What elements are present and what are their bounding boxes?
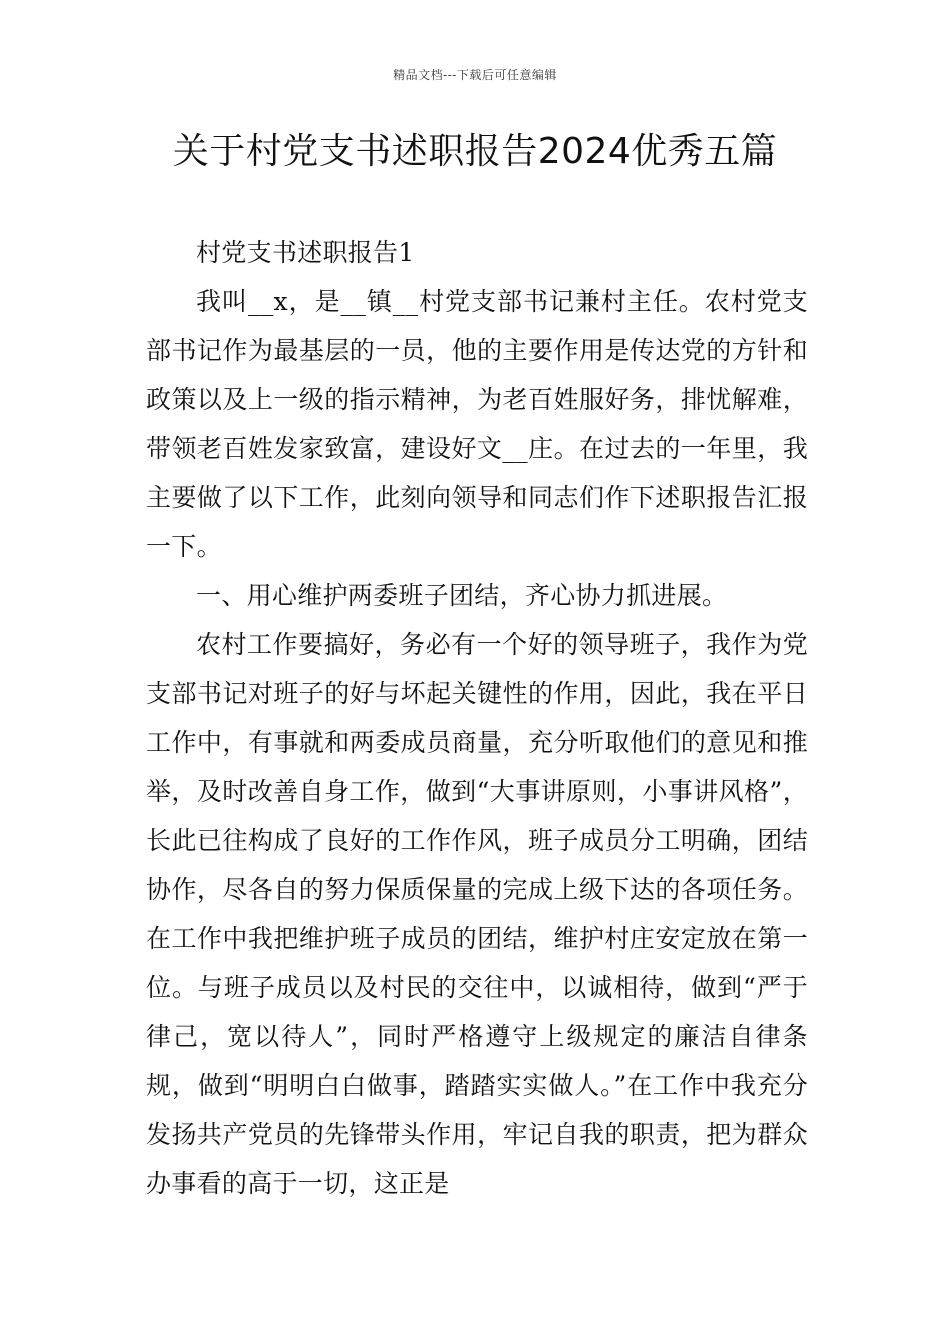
header-note: 精品文档---下载后可任意编辑 [393, 68, 557, 82]
document-title: 关于村党支书述职报告2024优秀五篇 [172, 131, 778, 172]
section-heading: 村党支书述职报告1 [196, 238, 415, 267]
document-body [146, 228, 808, 1208]
subsection-heading: 一、用心维护两委班子团结，齐心协力抓进展。 [196, 581, 728, 610]
body-paragraph: 我叫__x，是__镇__村党支部书记兼村主任。农村党支部书记作为最基层的一员，他的主要作用是传达党的方针和政策以及上一级的指示精神，为老百姓服好务，排忧解难，带领老百姓发家致富，建设好文__庄。在过去的一年里，我主要做了以下工作，此刻向领导和同志们作下述职报告汇报一下。 [146, 287, 808, 561]
body-paragraph: 农村工作要搞好，务必有一个好的领导班子，我作为党支部书记对班子的好与坏起关键性的作用，因此，我在平日工作中，有事就和两委成员商量，充分听取他们的意见和推举，及时改善自身工作，做到“大事讲原则，小事讲风格”，长此已往构成了良好的工作作风，班子成员分工明确，团结协作，尽各自的努力保质保量的完成上级下达的各项任务。在工作中我把维护班子成员的团结，维护村庄安定放在第一位。与班子成员以及村民的交往中，以诚相待，做到“严于律己，宽以待人”，同时严格遵守上级规定的廉洁自律条规，做到“明明白白做事，踏踏实实做人。”在工作中我充分发扬共产党员的先锋带头作用，牢记自我的职责，把为群众办事看的高于一切，这正是 [146, 630, 808, 1198]
